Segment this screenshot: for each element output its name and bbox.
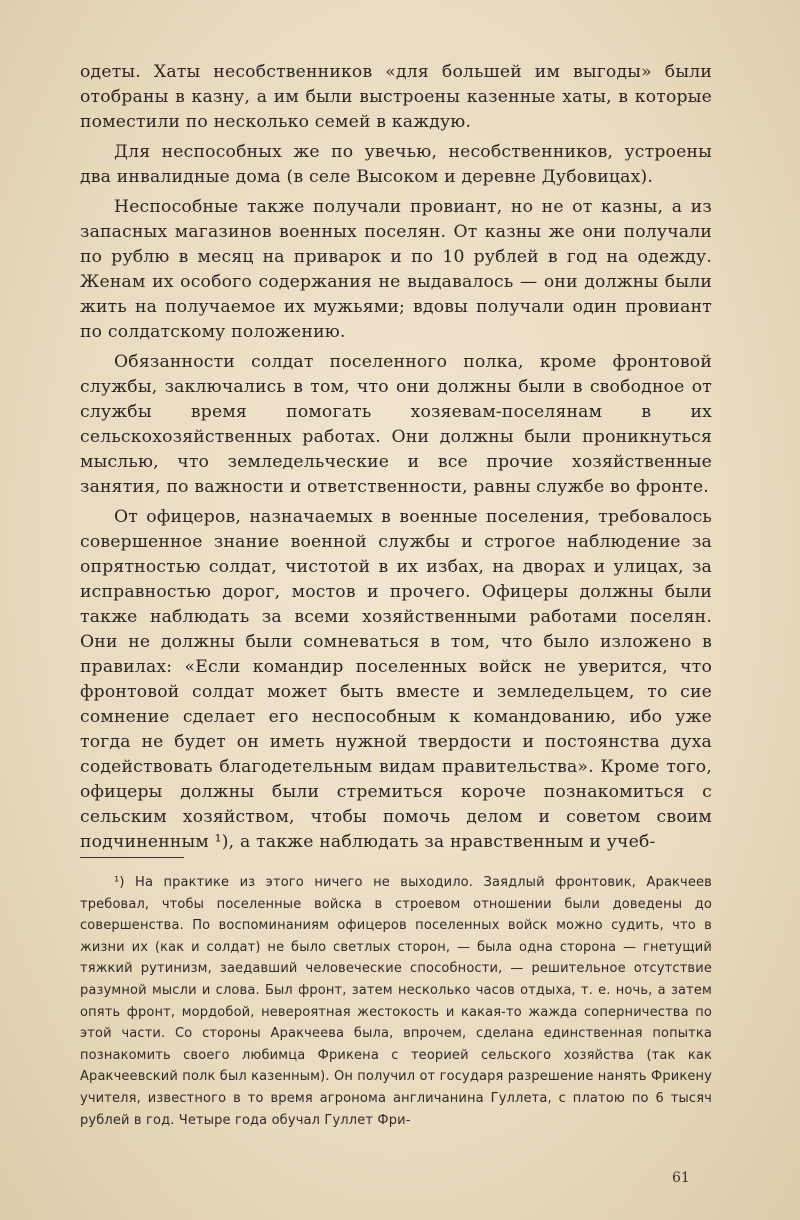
footnote: ¹) На практике из этого ничего не выходило. Заядлый фронтовик, Аракчеев требовал, чтобы поселенные войска в строевом отношении были доведены до совершенства. По воспоминаниям офицеров поселенных войск можно судить, что в жизни их (как и солдат) не было светлых сторон, — была одна сторона — гнетущий тяжкий рутинизм, заедавший человеческие способности, — решительное отсутствие разумной мысли и слова. Был фронт, затем несколько часов отдыха, т. е. ночь, а затем опять фронт, мордобой, невероятная жестокость и какая-то жажда соперничества по этой части. Со стороны Аракчеева была, впрочем, сделана единственная попытка познакомить своего любимца Фрикена с теорией сельского хозяйства (так как Аракчеевский полк был казенным). Он получил от государя разрешение нанять Фрикену учителя, известного в то время агронома англичанина Гуллета, с платою по 6 тысяч рублей в год. Четыре года обучал Гуллет Фри-	[80, 875, 712, 1128]
main-text	[80, 60, 712, 855]
paragraph-5: От офицеров, назначаемых в военные поселения, требовалось совершенное знание военной службы и строгое наблюдение за опрятностью солдат, чистотой в их избах, на дворах и улицах, за исправностью дорог, мостов и прочего. Офицеры должны были также наблюдать за всеми хозяйственными работами поселян. Они не должны были сомневаться в том, что было изложено в правилах: «Если командир поселенных войск не уверится, что фронтовой солдат может быть вместе и земледельцем, то сие сомнение сделает его неспособным к командованию, ибо уже тогда не будет он иметь нужной твердости и постоянства духа содействовать благодетельным видам правительства». Кроме того, офицеры должны были стремиться короче познакомиться с сельским хозяйством, чтобы помочь делом и советом своим подчиненным ¹), а также наблюдать за нравственным и учеб-	[80, 507, 712, 852]
paragraph-2: Для неспособных же по увечью, несобственников, устроены два инвалидные дома (в селе Высоком и деревне Дубовицах).	[80, 142, 712, 187]
page-number: 61	[672, 1170, 690, 1186]
paragraph-4: Обязанности солдат поселенного полка, кроме фронтовой службы, заключались в том, что они должны были в свободное от службы время помогать хозяевам-поселянам в их сельскохозяйственных работах. Они должны были проникнуться мыслью, что земледельческие и все прочие хозяйственные занятия, по важности и ответственности, равны службе во фронте.	[80, 352, 712, 497]
paragraph-3: Неспособные также получали провиант, но не от казны, а из запасных магазинов военных поселян. От казны же они получали по рублю в месяц на приварок и по 10 рублей в год на одежду. Женам их особого содержания не выдавалось — они должны были жить на получаемое их мужьями; вдовы получали один провиант по солдатскому положению.	[80, 197, 712, 342]
paragraph-1: одеты. Хаты несобственников «для большей им выгоды» были отобраны в казну, а им были выстроены казенные хаты, в которые поместили по несколько семей в каждую.	[80, 62, 712, 132]
footnote-divider	[80, 857, 184, 858]
